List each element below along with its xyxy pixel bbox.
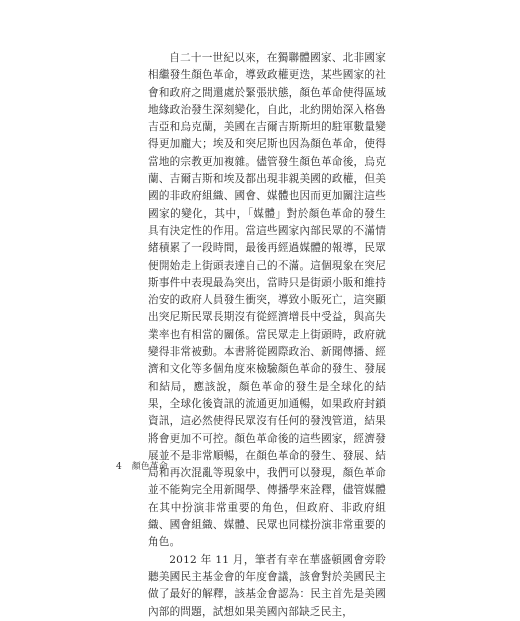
paragraph-1: 自二十一世紀以來，在獨聯體國家、北非國家相繼發生顏色革命，導致政權更迭，某些國家的社會和政府之間還處於緊張狀態，顏色革命使得區域地緣政治發生深刻變化，自此，北約開始深入格魯吉亞和烏克蘭，美國在吉爾吉斯斯坦的駐軍數量變得更加龐大；埃及和突尼斯也因為顏色革命，使得當地的宗教更加複雜。儘管發生顏色革命後，烏克蘭、吉爾吉斯和埃及都出現非親美國的政權，但美國的非政府組織、國會、媒體也因而更加關注這些國家的變化，其中，「媒體」對於顏色革命的發生具有決定性的作用。當這些國家內部民眾的不滿情緒積累了一段時間，最後再經過媒體的報導，民眾便開始走上街頭表達自己的不滿。這個現象在突尼斯事件中表現最為突出，當時只是街頭小販和維持治安的政府人員發生衝突，導致小販死亡，這突顯出突尼斯民眾長期沒有從經濟增長中受益，與高失業率也有相當的關係。當民眾走上街頭時，政府就變得非常被動。本書將從國際政治、新聞傳播、經濟和文化等多個角度來檢驗顏色革命的發生、發展和結局，應該說，顏色革命的發生是全球化的結果，全球化後資訊的流通更加通暢，如果政府封鎖資訊，這必然使得民眾沒有任何的發洩管道，結果將會更加不可控。顏色革命後的這些國家，經濟發展並不是非常順暢，在顏色革命的發生、發展、結局和再次混亂等現象中，我們可以發現，顏色革命並不能夠完全用新聞學、傳播學來詮釋，儘管媒體在其中扮演非常重要的角色，但政府、非政府組織、國會組織、媒體、民眾也同樣扮演非常重要的角色。: [148, 52, 386, 549]
body-text: [148, 50, 386, 621]
page-number: 4: [116, 462, 122, 472]
paragraph-2: 2012 年 11 月，筆者有幸在華盛頓國會旁聆聽美國民主基金會的年度會議，該會對於美國民主做了最好的解釋，該基金會認為：民主首先是美國內部的問題，試想如果美國內部缺乏民主，: [148, 553, 386, 618]
running-title: 顏色革命: [131, 462, 168, 472]
page-footer: [116, 459, 168, 472]
